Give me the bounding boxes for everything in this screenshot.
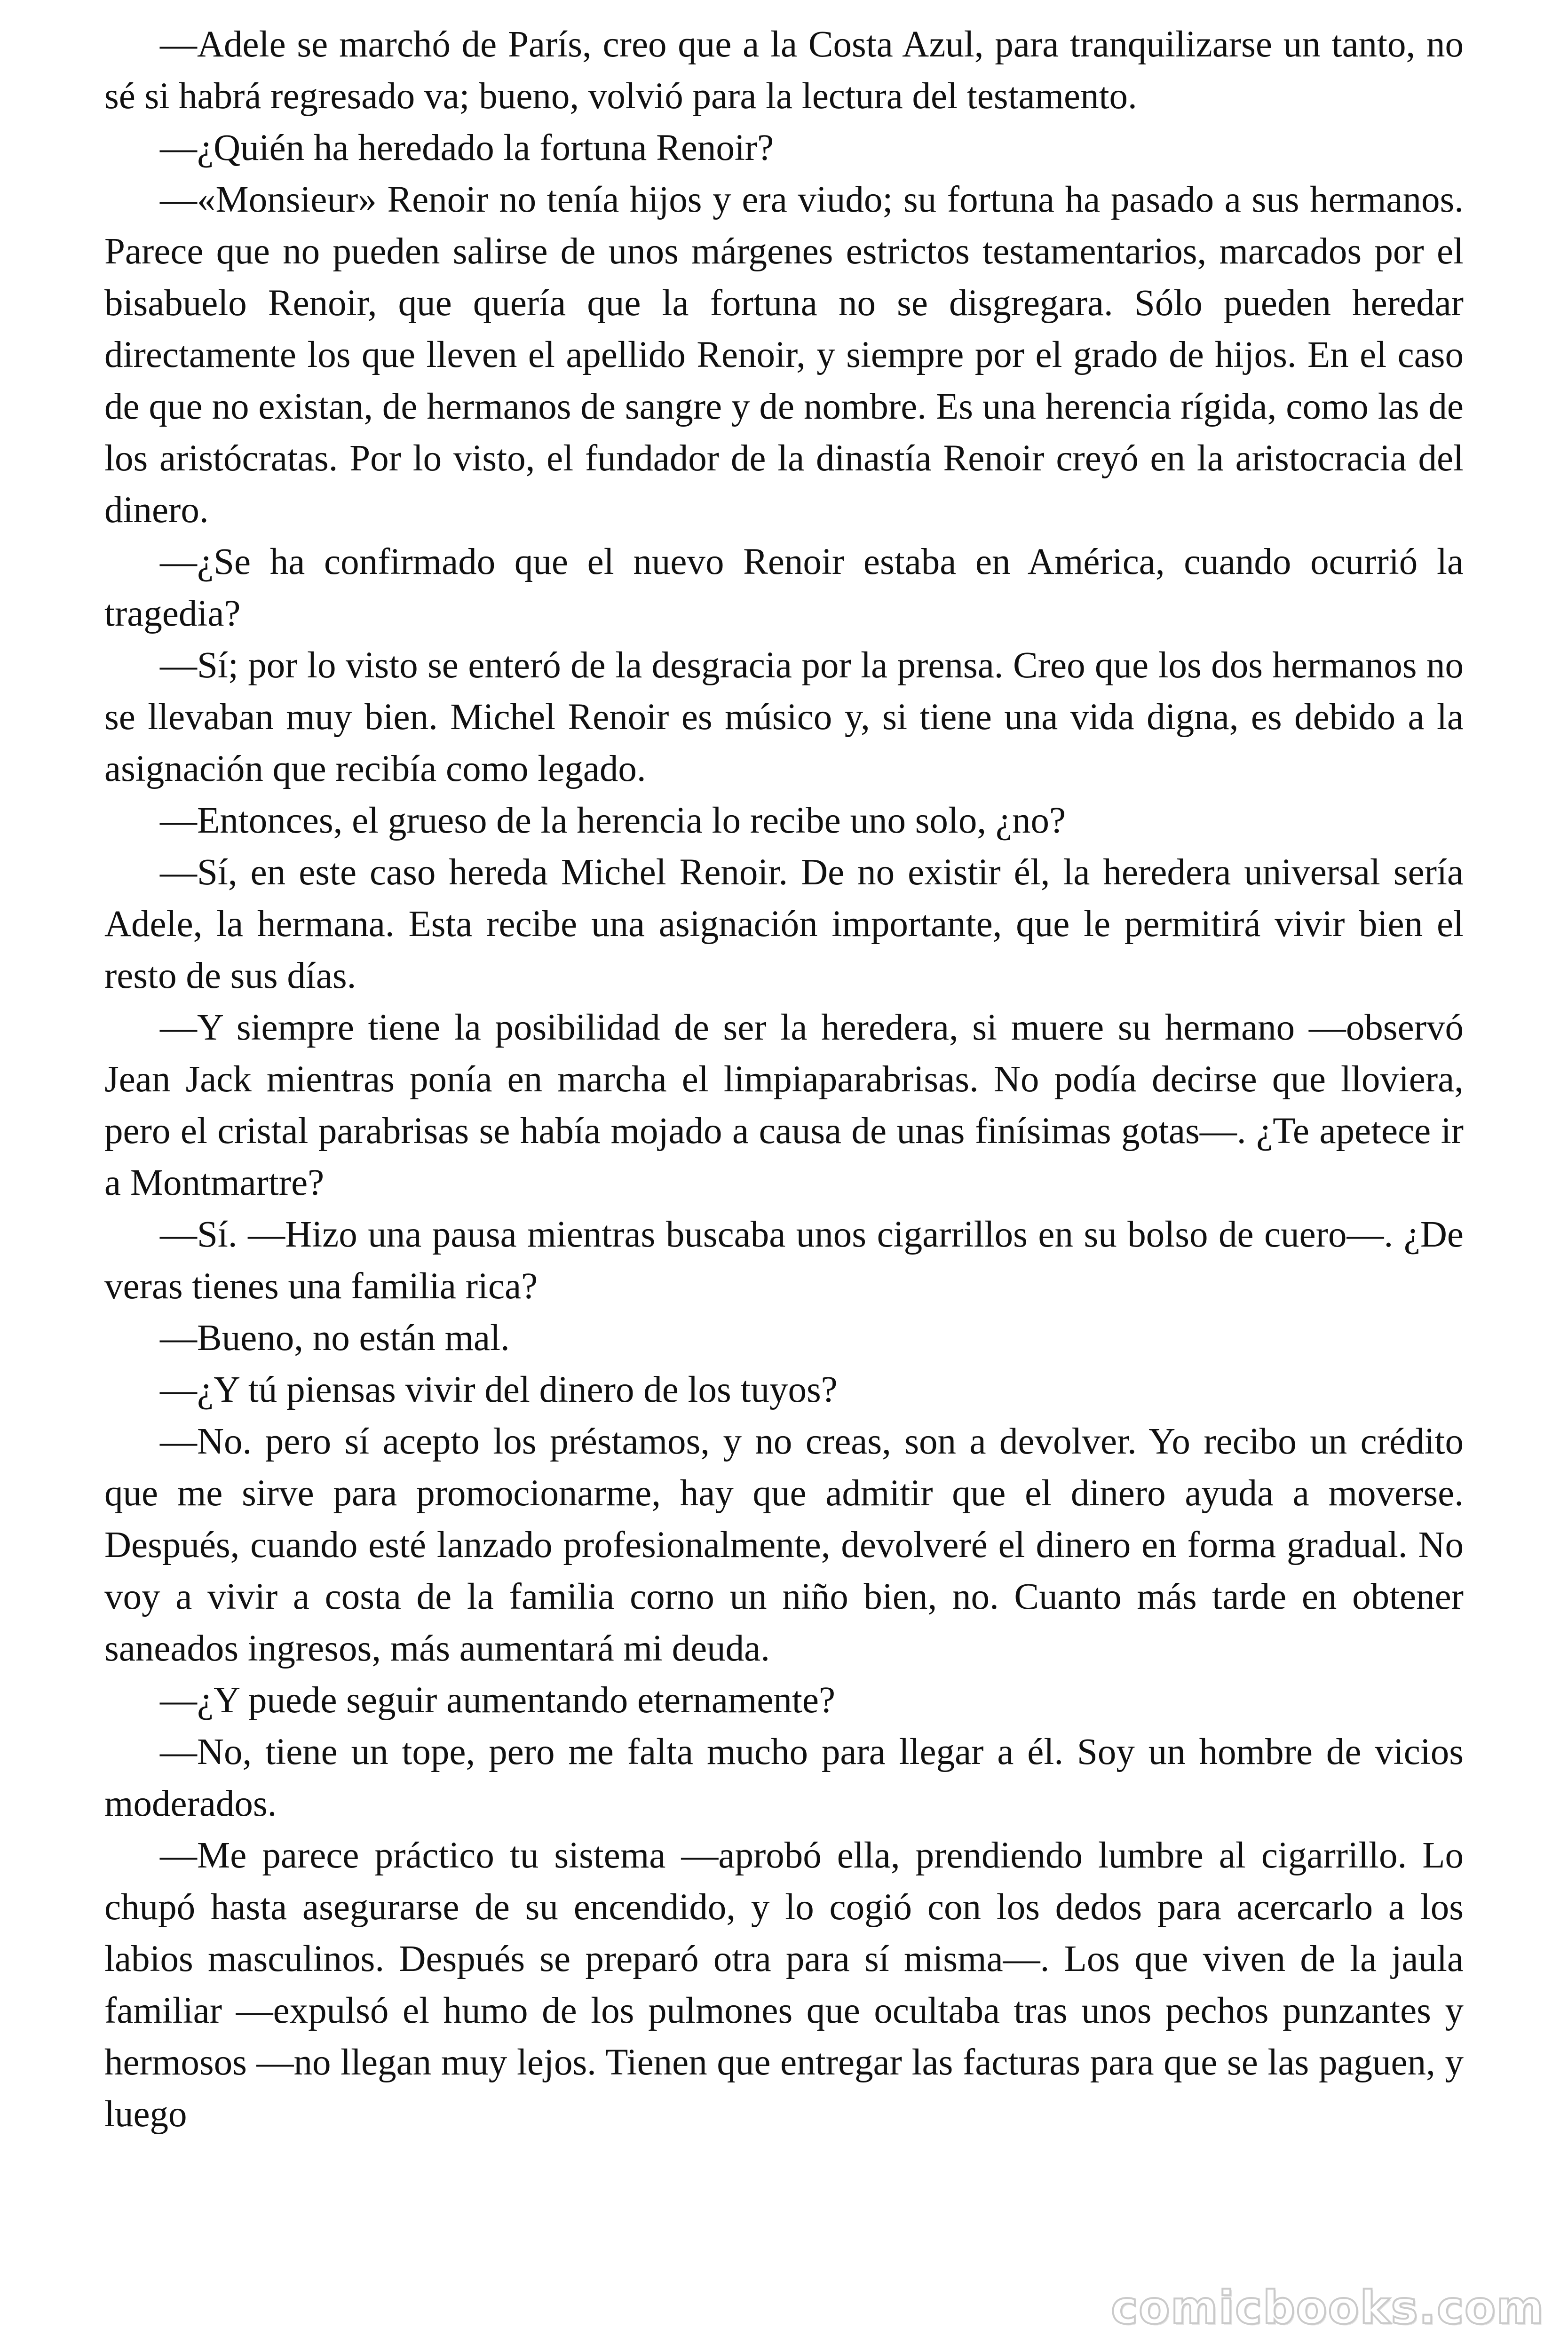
body-text xyxy=(104,19,1464,2140)
paragraph: —No. pero sí acepto los préstamos, y no creas, son a devolver. Yo recibo un crédito que me sirve para promocionarme, hay que admitir que el dinero ayuda a moverse. Después, cuando esté lanzado profesionalmente, devolveré el dinero en forma gradual. No voy a vivir a costa de la familia corno un niño bien, no. Cuanto más tarde en obtener saneados ingresos, más aumentará mi deuda. xyxy=(104,1421,1464,1669)
paragraph: —Y siempre tiene la posibilidad de ser la heredera, si muere su hermano —observó Jean Jack mientras ponía en marcha el limpiaparabrisas. No podía decirse que lloviera, pero el cristal parabrisas se había mojado a causa de unas finísimas gotas—. ¿Te apetece ir a Montmartre? xyxy=(104,1007,1464,1203)
paragraph: —Entonces, el grueso de la herencia lo recibe uno solo, ¿no? xyxy=(160,800,1066,841)
paragraph: —Sí. —Hizo una pausa mientras buscaba unos cigarrillos en su bolso de cuero—. ¿De veras tienes una familia rica? xyxy=(104,1214,1464,1307)
paragraph: —No, tiene un tope, pero me falta mucho para llegar a él. Soy un hombre de vicios moderados. xyxy=(104,1732,1464,1824)
paragraph: —Sí, en este caso hereda Michel Renoir. De no existir él, la heredera universal sería Adele, la hermana. Esta recibe una asignación importante, que le permitirá vivir bien el resto de sus días. xyxy=(104,852,1464,996)
paragraph: —Bueno, no están mal. xyxy=(160,1318,510,1359)
paragraph: —¿Y tú piensas vivir del dinero de los tuyos? xyxy=(160,1369,838,1410)
paragraph: —¿Se ha confirmado que el nuevo Renoir estaba en América, cuando ocurrió la tragedia? xyxy=(104,541,1464,634)
paragraph: —«Monsieur» Renoir no tenía hijos y era viudo; su fortuna ha pasado a sus hermanos. Parece que no pueden salirse de unos márgenes estrictos testamentarios, marcados por el bisabuelo Renoir, que quería que la fortuna no se disgregara. Sólo pueden heredar directamente los que lleven el apellido Renoir, y siempre por el grado de hijos. En el caso de que no existan, de hermanos de sangre y de nombre. Es una herencia rígida, como las de los aristócratas. Por lo visto, el fundador de la dinastía Renoir creyó en la aristocracia del dinero. xyxy=(104,179,1464,531)
watermark: comicbooks.com xyxy=(1111,2281,1544,2334)
paragraph: —Adele se marchó de París, creo que a la Costa Azul, para tranquilizarse un tanto, no sé si habrá regresado va; bueno, volvió para la lectura del testamento. xyxy=(104,24,1464,117)
paragraph: —Me parece práctico tu sistema —aprobó ella, prendiendo lumbre al cigarrillo. Lo chupó hasta asegurarse de su encendido, y lo cogió con los dedos para acercarlo a los labios masculinos. Después se preparó otra para sí misma—. Los que viven de la jaula familiar —expulsó el humo de los pulmones que ocultaba tras unos pechos punzantes y hermosos —no llegan muy lejos. Tienen que entregar las facturas para que se las paguen, y luego xyxy=(104,1835,1464,2135)
book-page xyxy=(104,19,1464,2333)
paragraph: —Sí; por lo visto se enteró de la desgracia por la prensa. Creo que los dos hermanos no se llevaban muy bien. Michel Renoir es músico y, si tiene una vida digna, es debido a la asignación que recibía como legado. xyxy=(104,645,1464,789)
paragraph: —¿Quién ha heredado la fortuna Renoir? xyxy=(160,127,774,168)
paragraph: —¿Y puede seguir aumentando eternamente? xyxy=(160,1680,836,1721)
